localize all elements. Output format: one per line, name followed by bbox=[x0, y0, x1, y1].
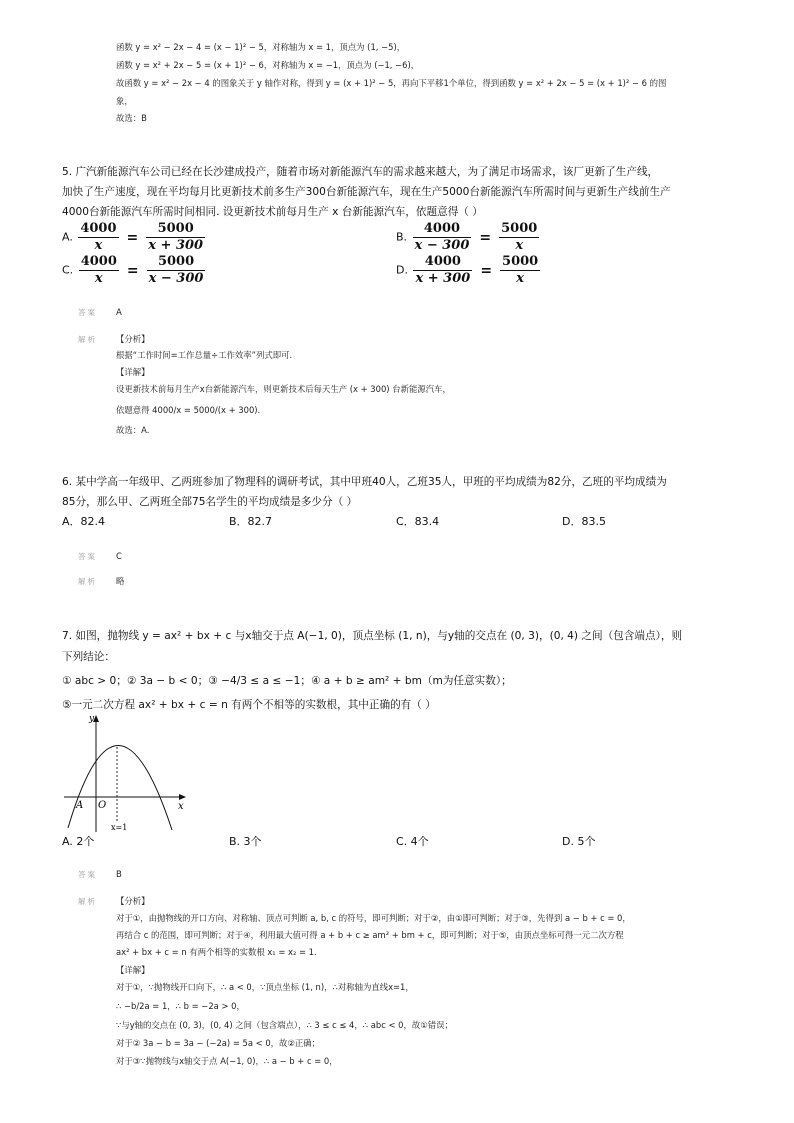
x-axis-arrow bbox=[179, 794, 186, 800]
q7-analysis-7: ∴ −b/2a = 1，∴ b = −2a > 0， bbox=[116, 1001, 245, 1011]
q5-option-c-key: C. bbox=[62, 263, 74, 277]
q7-analysis-3: 再结合 c 的范围，即可判断；对于④，利用最大值可得 a + b + c ≥ am² + bm + c，即可判断；对于⑤，由顶点坐标可得一元二次方程 bbox=[116, 930, 624, 940]
q5-analysis-label: 解析 bbox=[78, 335, 97, 344]
q5-option-c-right-frac: $\frac{5000}{x - 300}$ bbox=[148, 254, 204, 286]
q5-analysis-5: 依题意得 4000/x = 5000/(x + 300). bbox=[116, 405, 261, 415]
point-a-label: A bbox=[76, 800, 84, 811]
q5-option-a-left-frac: $\frac{4000}{x}$ bbox=[80, 221, 117, 253]
q5-stem-3: 4000台新能源汽车所需时间相同. 设更新技术前每月生产 x 台新能源汽车，依题意得（ ） bbox=[62, 206, 483, 218]
q7-option-c[interactable]: C. 4个 bbox=[396, 835, 429, 848]
q6-analysis: 略 bbox=[116, 577, 125, 587]
q5-analysis-2: 根据“工作时间=工作总量÷工作效率”列式即可. bbox=[116, 350, 293, 360]
q7-analysis-5: 【详解】 bbox=[116, 965, 150, 975]
q6-option-d[interactable]: D．83.5 bbox=[562, 515, 606, 528]
top-line-5: 故选：B bbox=[116, 113, 147, 123]
q6-stem-1: 6. 某中学高一年级甲、乙两班参加了物理科的调研考试，其中甲班40人，乙班35人，甲班的平均成绩为82分，乙班的平均成绩为 bbox=[62, 476, 667, 488]
q5-analysis-4: 设更新技术前每月生产x台新能源汽车，则更新技术后每天生产 (x + 300) 台新能源汽车， bbox=[116, 384, 451, 394]
q7-option-b[interactable]: B. 3个 bbox=[229, 835, 262, 848]
q7-analysis-8: ∵与y轴的交点在 (0, 3)，(0, 4) 之间（包含端点），∴ 3 ≤ c ≤ 4，∴ abc < 0，故①错误； bbox=[116, 1020, 453, 1030]
top-line-2: 函数 y = x² + 2x − 5 = (x + 1)² − 6，对称轴为 x = −1，顶点为 (−1, −6)， bbox=[116, 60, 420, 70]
q5-analysis-3: 【详解】 bbox=[116, 367, 150, 377]
q7-analysis-1: 【分析】 bbox=[116, 896, 150, 906]
x-axis-label: x bbox=[178, 801, 184, 812]
q5-option-a[interactable]: A. $\frac{4000}{x}$ = $\frac{5000}{x + 300}$ bbox=[62, 221, 204, 253]
q5-option-b-right-frac: $\frac{5000}{x}$ bbox=[501, 221, 538, 253]
q5-option-d-key: D. bbox=[396, 263, 408, 277]
top-line-1: 函数 y = x² − 2x − 4 = (x − 1)² − 5，对称轴为 x = 1，顶点为 (1, −5)， bbox=[116, 42, 406, 52]
q6-option-b[interactable]: B．82.7 bbox=[229, 515, 273, 528]
q7-stem-1: 7. 如图，抛物线 y = ax² + bx + c 与x轴交于点 A(−1, 0)，顶点坐标 (1, n)，与y轴的交点在 (0, 3)，(0, 4) 之间（包含端点），则 bbox=[62, 630, 683, 642]
q5-analysis-1: 【分析】 bbox=[116, 334, 150, 344]
q7-stem-4: ⑤一元二次方程 ax² + bx + c = n 有两个不相等的实数根，其中正确的有（ ） bbox=[62, 699, 436, 711]
q7-answer: B bbox=[116, 870, 122, 880]
q6-answer: C bbox=[116, 552, 122, 562]
q5-option-c[interactable]: C. $\frac{4000}{x}$ = $\frac{5000}{x - 300}$ bbox=[62, 254, 204, 286]
q7-answer-label: 答案 bbox=[78, 870, 97, 879]
q5-answer-label: 答案 bbox=[78, 308, 97, 317]
q5-option-d-left-frac: $\frac{4000}{x + 300}$ bbox=[415, 254, 471, 286]
q5-stem-2: 加快了生产速度，现在平均每月比更新技术前多生产300台新能源汽车，现在生产5000台新能源汽车所需时间与更新生产线前生产 bbox=[62, 186, 671, 198]
q6-option-c[interactable]: C．83.4 bbox=[396, 515, 440, 528]
origin-label: O bbox=[98, 800, 107, 811]
q7-option-d[interactable]: D. 5个 bbox=[562, 835, 596, 848]
q6-option-a[interactable]: A．82.4 bbox=[62, 515, 106, 528]
top-line-3: 故函数 y = x² − 2x − 4 的图象关于 y 轴作对称，得到 y = (x + 1)² − 5，再向下平移1个单位，得到函数 y = x² + 2x − 5 = (x + 1)² − 6 的图 bbox=[116, 78, 667, 88]
q7-analysis-9: 对于② 3a − b = 3a − (−2a) = 5a < 0，故②正确； bbox=[116, 1038, 321, 1048]
q7-analysis-6: 对于①，∵抛物线开口向下，∴ a < 0，∵顶点坐标 (1, n)，∴对称轴为直线x=1， bbox=[116, 982, 414, 992]
q5-answer: A bbox=[116, 308, 122, 318]
q6-answer-label: 答案 bbox=[78, 552, 97, 561]
q7-analysis-2: 对于①，由抛物线的开口方向、对称轴、顶点可判断 a, b, c 的符号，即可判断；对于②，由①即可判断；对于③，先得到 a − b + c = 0， bbox=[116, 913, 631, 923]
q5-option-d[interactable]: D. $\frac{4000}{x + 300}$ = $\frac{5000}{x}$ bbox=[396, 254, 539, 286]
q5-option-d-right-frac: $\frac{5000}{x}$ bbox=[502, 254, 539, 286]
q5-option-a-right-frac: $\frac{5000}{x + 300}$ bbox=[148, 221, 204, 253]
q5-option-a-key: A. bbox=[62, 230, 73, 244]
y-axis-label: y bbox=[89, 714, 95, 724]
q5-option-c-left-frac: $\frac{4000}{x}$ bbox=[80, 254, 117, 286]
q5-option-b[interactable]: B. $\frac{4000}{x - 300}$ = $\frac{5000}{x}$ bbox=[396, 221, 538, 253]
q5-option-b-left-frac: $\frac{4000}{x - 300}$ bbox=[414, 221, 470, 253]
q7-analysis-4: ax² + bx + c = n 有两个相等的实数根 x₁ = x₂ = 1. bbox=[116, 947, 317, 957]
q7-option-a[interactable]: A. 2个 bbox=[62, 835, 95, 848]
q7-stem-2: 下列结论： bbox=[62, 651, 115, 663]
q7-analysis-label: 解析 bbox=[78, 897, 97, 906]
symmetry-axis-label: x=1 bbox=[111, 823, 128, 832]
q6-stem-2: 85分，那么甲、乙两班全部75名学生的平均成绩是多少分（ ） bbox=[62, 496, 358, 508]
q5-analysis-6: 故选：A. bbox=[116, 425, 150, 435]
q7-analysis-10: 对于③∵抛物线与x轴交于点 A(−1, 0)，∴ a − b + c = 0， bbox=[116, 1056, 338, 1066]
q7-stem-3: ① abc > 0；② 3a − b < 0；③ −4/3 ≤ a ≤ −1；④ a + b ≥ am² + bm（m为任意实数）； bbox=[62, 675, 512, 687]
q6-analysis-label: 解析 bbox=[78, 577, 97, 586]
q5-option-b-key: B. bbox=[396, 230, 408, 244]
q5-stem-1: 5. 广汽新能源汽车公司已经在长沙建成投产，随着市场对新能源汽车的需求越来越大，为了满足市场需求，该厂更新了生产线， bbox=[62, 166, 659, 178]
top-line-4: 象， bbox=[116, 96, 133, 106]
parabola-curve bbox=[68, 745, 172, 830]
parabola-graph bbox=[62, 712, 192, 836]
